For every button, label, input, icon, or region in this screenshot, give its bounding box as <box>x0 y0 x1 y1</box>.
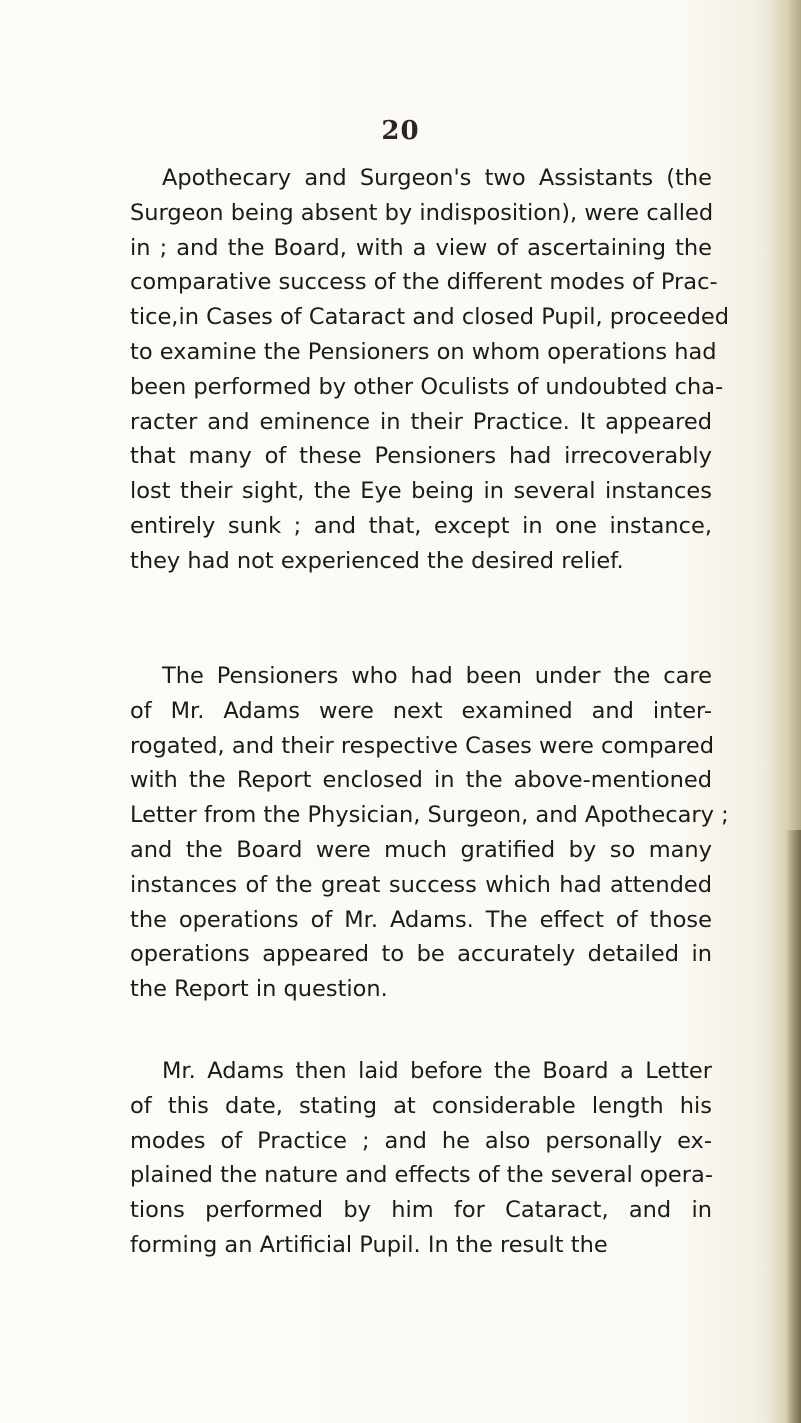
text-line: been performed by other Oculists of undoubted cha- <box>130 373 724 400</box>
text-line: in ; and the Board, with a view of ascertaining the <box>130 234 712 261</box>
paragraph-1 <box>130 161 730 579</box>
text-line: operations appeared to be accurately detailed in <box>130 941 712 968</box>
text-line: they had not experienced the desired relief. <box>130 547 624 574</box>
text-line: entirely sunk ; and that, except in one instance, <box>130 512 712 539</box>
text-line: to examine the Pensioners on whom operations had <box>130 338 717 365</box>
text-line: instances of the great success which had attended <box>130 871 712 898</box>
text-line: comparative success of the different modes of Prac- <box>130 269 718 296</box>
page-edge-dark <box>785 830 801 1423</box>
text-line: of this date, stating at considerable length his <box>130 1092 712 1119</box>
text-line: racter and eminence in their Practice. It appeared <box>130 408 712 435</box>
text-line: Letter from the Physician, Surgeon, and Apothecary ; <box>130 802 729 829</box>
paragraph-3 <box>130 1054 712 1263</box>
text-line: the operations of Mr. Adams. The effect of those <box>130 906 712 933</box>
text-line: tions performed by him for Cataract, and in <box>130 1197 712 1224</box>
page-number: 20 <box>381 116 420 146</box>
text-line: Surgeon being absent by indisposition), were called <box>130 199 714 226</box>
text-line: with the Report enclosed in the above-mentioned <box>130 767 712 794</box>
text-line: forming an Artificial Pupil. In the result the <box>130 1231 608 1258</box>
text-line: modes of Practice ; and he also personally ex- <box>130 1127 712 1154</box>
text-line: that many of these Pensioners had irrecoverably <box>130 443 712 470</box>
text-line: the Report in question. <box>130 976 388 1003</box>
text-line: lost their sight, the Eye being in several instances <box>130 478 712 505</box>
text-line: The Pensioners who had been under the care <box>162 663 712 689</box>
text-line: Apothecary and Surgeon's two Assistants (the <box>162 165 712 191</box>
text-line: tice,in Cases of Cataract and closed Pupil, proceeded <box>130 304 730 331</box>
paragraph-2 <box>130 659 729 1007</box>
text-line: of Mr. Adams were next examined and inter- <box>130 697 712 724</box>
text-line: and the Board were much gratified by so many <box>130 836 712 863</box>
text-line: rogated, and their respective Cases were compared <box>130 732 715 759</box>
text-line: Mr. Adams then laid before the Board a Letter <box>162 1058 712 1084</box>
text-line: plained the nature and effects of the several opera- <box>130 1162 713 1189</box>
